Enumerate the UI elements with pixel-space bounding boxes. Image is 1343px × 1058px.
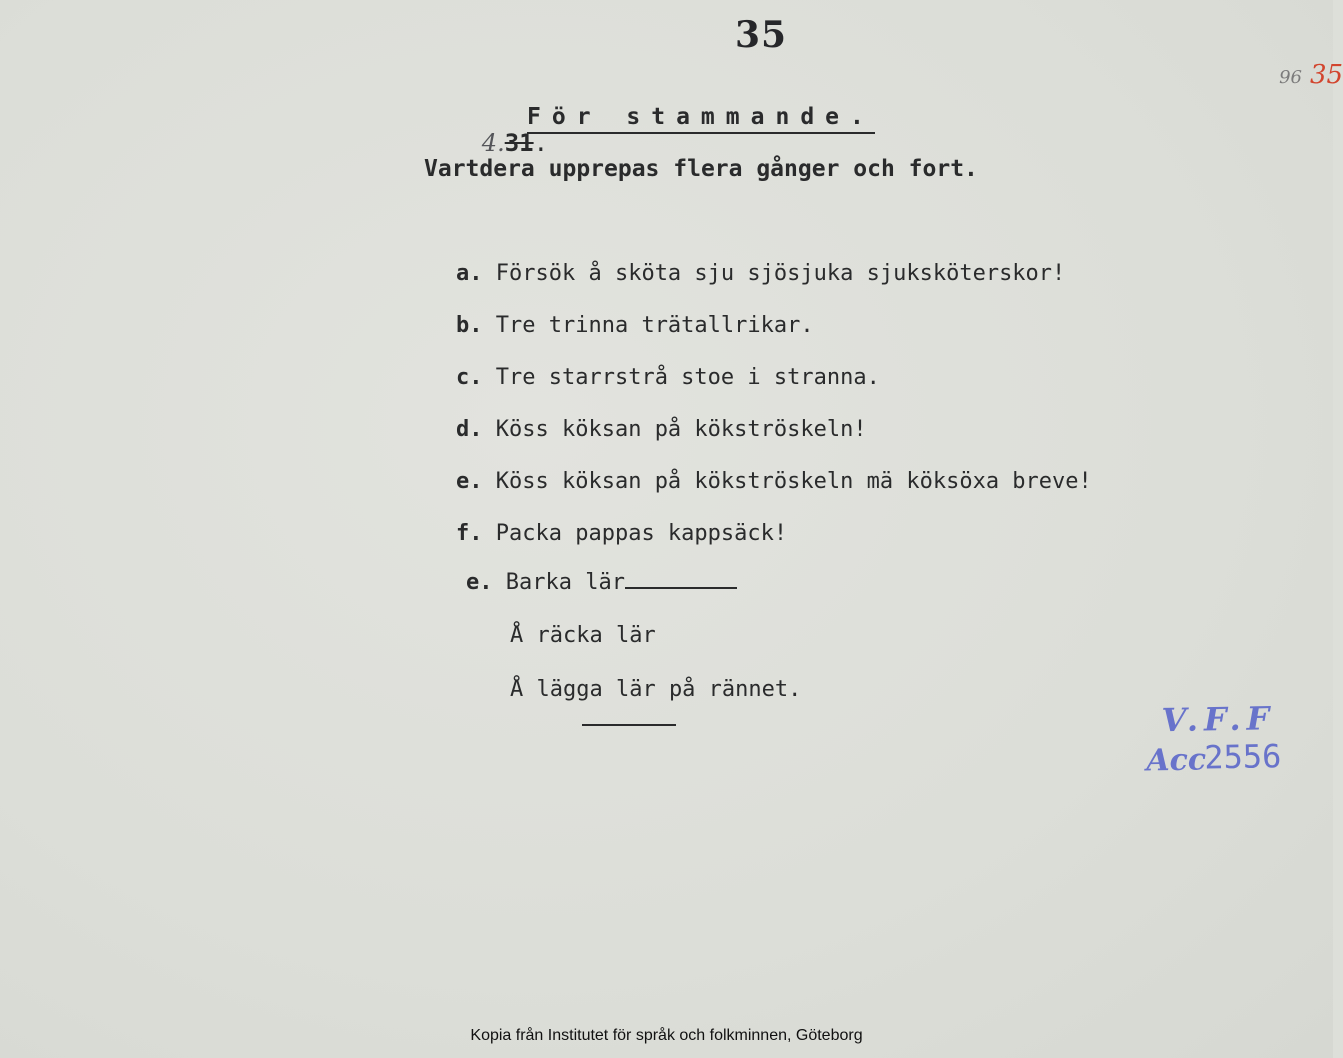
list-item — [456, 313, 814, 338]
stamp-prefix: Acc — [1146, 742, 1207, 779]
list-item — [456, 521, 787, 546]
continuation-line: Å lägga lär på rännet. — [510, 677, 802, 702]
item-label: f. — [456, 521, 483, 546]
handwritten-section-number: 4. — [481, 129, 505, 157]
pencil-note: 96 — [1279, 67, 1302, 88]
item-label: d. — [456, 417, 483, 442]
item-label: c. — [456, 365, 483, 390]
section-dot: . — [533, 129, 549, 157]
item-text: Köss köksan på kökströskeln! — [495, 417, 867, 442]
item-text: Tre starrstrå stoe i stranna. — [495, 365, 880, 390]
item-text: Försök å sköta sju sjösjuka sjuksköterskor! — [495, 261, 1066, 286]
instruction-text: Vartdera upprepas flera gånger och fort. — [424, 156, 978, 182]
section-title: För stammande. — [527, 104, 875, 134]
item-text: Barka lär — [505, 570, 625, 595]
item-label: b. — [456, 313, 483, 338]
struck-section-number: 31 — [504, 129, 534, 157]
stamp-number: 2556 — [1203, 737, 1282, 777]
list-item — [456, 417, 867, 442]
item-text: Köss köksan på kökströskeln mä köksöxa breve! — [495, 469, 1092, 494]
archive-stamp — [1145, 699, 1316, 786]
footer-credit: Kopia från Institutet för språk och folkminnen, Göteborg — [470, 1027, 863, 1044]
red-page-number: 35 — [1309, 60, 1343, 90]
item-label: a. — [456, 261, 483, 286]
list-item — [456, 365, 880, 390]
item-label: e. — [456, 469, 483, 494]
stamp-initials: V.F.F — [1161, 699, 1276, 740]
item-label: e. — [466, 570, 493, 595]
end-rule — [582, 724, 676, 726]
archive-page-annotation — [1246, 30, 1343, 120]
list-item — [466, 570, 737, 595]
item-text: Tre trinna trätallrikar. — [495, 313, 814, 338]
item-text: Packa pappas kappsäck! — [495, 521, 788, 546]
fill-in-line — [625, 573, 737, 589]
continuation-line: Å räcka lär — [510, 623, 656, 648]
list-item — [456, 261, 1065, 286]
list-item — [456, 469, 1092, 494]
page-number: 35 — [735, 14, 788, 56]
